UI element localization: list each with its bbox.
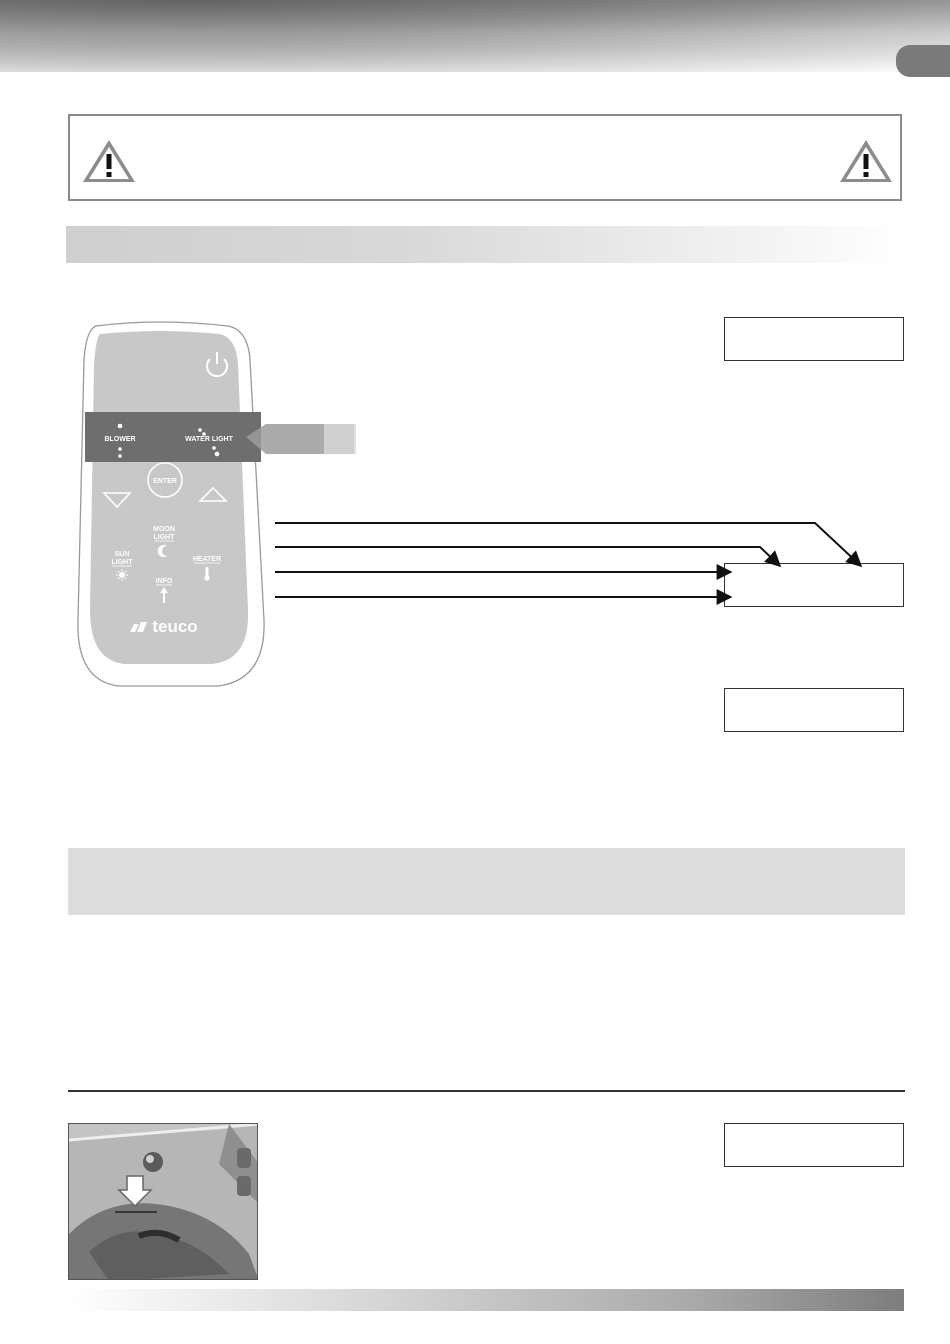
leader-line-2 bbox=[275, 547, 780, 566]
sun-light-label-line1: SUN bbox=[114, 551, 130, 558]
moon-light-label-line1: MOON bbox=[153, 526, 175, 533]
section-divider bbox=[68, 1090, 905, 1092]
blower-label: BLOWER bbox=[104, 436, 136, 443]
moon-light-label-line2: LIGHT bbox=[153, 534, 175, 541]
footer-bar bbox=[66, 1289, 904, 1311]
info-label: INFO bbox=[155, 578, 173, 585]
heater-label: HEATER bbox=[192, 556, 222, 563]
sun-light-label-line2: LIGHT bbox=[111, 559, 133, 566]
brand-text: teuco bbox=[152, 617, 198, 636]
bathtub-photo bbox=[68, 1123, 258, 1280]
note-panel bbox=[68, 848, 905, 915]
bathtub-photo-illustration bbox=[69, 1124, 258, 1280]
enter-label: ENTER bbox=[153, 478, 177, 485]
water-light-label: WATER LIGHT bbox=[185, 436, 233, 443]
